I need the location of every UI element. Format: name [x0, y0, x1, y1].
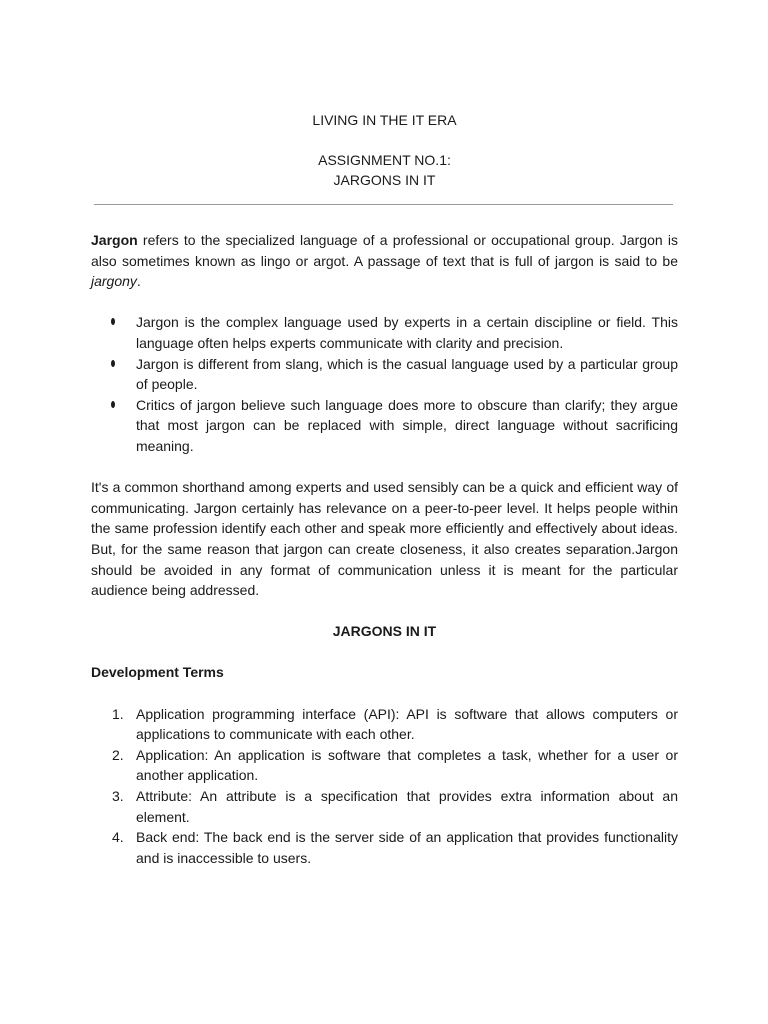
terms-list — [91, 704, 678, 869]
section-subtitle: Development Terms — [91, 664, 224, 681]
second-paragraph: It's a common shorthand among experts and used sensibly can be a quick and efficient way of communicating. Jargon certainly has relevance on a peer-to-peer level. It helps people within the same profession identify each other and speak more efficiently and effectively about ideas. But, for the same reason that jargon can create closeness, it also creates separation.Jargon should be avoided in any format of communication unless it is meant for the particular audience being addressed. — [91, 479, 678, 599]
header-divider — [94, 204, 673, 205]
course-title: LIVING IN THE IT ERA — [312, 112, 457, 128]
list-item — [112, 827, 678, 868]
term-text: Application programming interface (API): API is software that allows computers or applications to communicate with each other. — [136, 705, 678, 743]
term-text: Attribute: An attribute is a specification that provides extra information about an element. — [136, 788, 678, 825]
list-number: 1. — [112, 705, 124, 722]
section-title: JARGONS IN IT — [332, 623, 437, 640]
intro-italic: jargony — [91, 273, 137, 290]
list-item — [112, 745, 678, 786]
intro-text-1: refers to the specialized language of a professional or occupational group. Jargon is also sometimes known as lingo or argot. A passage of text that is full of jargon is said to be — [91, 232, 678, 269]
term-text: Application: An application is software that completes a task, whether for a user or another application. — [136, 746, 678, 784]
document-body — [91, 230, 678, 868]
list-item: Jargon is different from slang, which is the casual language used by a particular group of people. — [136, 354, 678, 395]
document-header — [91, 110, 678, 190]
intro-paragraph — [91, 230, 678, 292]
list-item — [112, 786, 678, 827]
list-item — [112, 704, 678, 745]
topic-title: JARGONS IN IT — [333, 172, 436, 188]
list-item: Critics of jargon believe such language does more to obscure than clarify; they argue that most jargon can be replaced with simple, direct language without sacrificing meaning. — [136, 395, 678, 457]
assignment-title: ASSIGNMENT NO.1: — [318, 152, 451, 168]
bullet-icon — [111, 401, 115, 408]
intro-text-2: . — [136, 273, 141, 290]
intro-term: Jargon — [91, 232, 138, 248]
list-number: 3. — [112, 788, 124, 805]
bullet-icon — [111, 318, 115, 325]
list-number: 2. — [112, 746, 124, 763]
bullet-icon — [111, 360, 115, 367]
term-text: Back end: The back end is the server side of an application that provides functionality and is inaccessible to users. — [136, 829, 678, 866]
bullet-list — [91, 312, 678, 456]
list-number: 4. — [112, 829, 124, 846]
list-item: Jargon is the complex language used by experts in a certain discipline or field. This language often helps experts communicate with clarity and precision. — [136, 312, 678, 353]
